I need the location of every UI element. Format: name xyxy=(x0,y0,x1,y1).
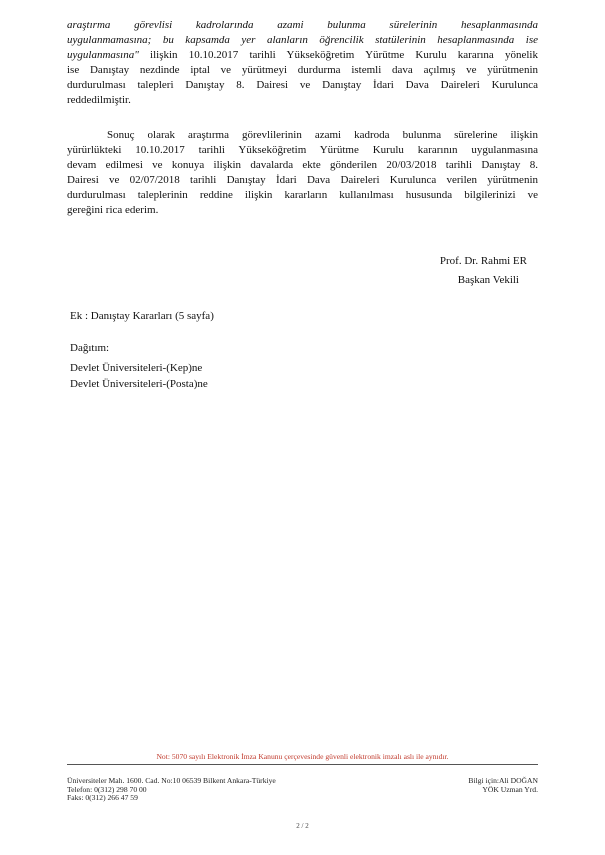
paragraph-line: ise Danıştay nezdinde iptal ve yürütmeyi durdurma istemli dava açılmış ve yürütmenin xyxy=(67,64,538,76)
footer-phone: Telefon: 0(312) 298 70 00 xyxy=(67,784,147,794)
paragraph-conclusion xyxy=(67,128,538,218)
paragraph-line: gereğini rica ederim. xyxy=(67,204,159,216)
e-signature-note: Not: 5070 sayılı Elektronik İmza Kanunu çerçevesinde güvenli elektronik imzalı aslı ile aynıdır. xyxy=(156,752,449,761)
paragraph-line: araştırma görevlisi kadrolarında azami bulunma sürelerinin hesaplanmasında xyxy=(67,19,538,31)
paragraph-line xyxy=(67,48,538,63)
distribution-item: Devlet Üniversiteleri-(Posta)ne xyxy=(70,378,208,390)
paragraph-line: uygulanmamasına; bu kapsamda yer alanların öğrencilik statülerinin hesaplanmasında ise xyxy=(67,34,538,46)
signatory-name: Prof. Dr. Rahmi ER xyxy=(439,255,527,267)
distribution-item: Devlet Üniversiteleri-(Kep)ne xyxy=(70,362,203,374)
page-number: 2 / 2 xyxy=(296,822,309,830)
paragraph-decision-summary xyxy=(67,18,538,108)
footer-contact: Bilgi için:Ali DOĞAN xyxy=(468,776,538,785)
paragraph-line: durdurulması taleplerinin reddine ilişkin kararların kullanılması hususunda bilgilerinizi ve xyxy=(67,189,538,201)
footer-address-block xyxy=(67,777,276,803)
paragraph-line: devam edilmesi ve konuya ilişkin davalarda ekte gönderilen 20/03/2018 tarihli Danıştay 8. xyxy=(67,159,538,171)
footer-contact-block xyxy=(468,777,538,794)
footer-fax: Faks: 0(312) 266 47 59 xyxy=(67,793,138,802)
paragraph-line-italic-part: uygulanmasına" xyxy=(67,49,139,61)
signatory-title: Başkan Vekili xyxy=(457,274,519,286)
paragraph-line: yürürlükteki 10.10.2017 tarihli Yükseköğretim Yürütme Kurulu kararının uygulanmasına xyxy=(67,144,538,156)
paragraph-line: reddedilmiştir. xyxy=(67,94,131,106)
distribution-heading: Dağıtım: xyxy=(70,342,110,354)
paragraph-line-regular-part: ilişkin 10.10.2017 tarihli Yükseköğretim Yürütme Kurulu kararına yönelik xyxy=(138,49,538,61)
paragraph-line: durdurulması talepleri Danıştay 8. Dairesi ve Danıştay İdari Dava Daireleri Kurulunca xyxy=(67,79,538,91)
paragraph-line: Sonuç olarak araştırma görevlilerinin azami kadroda bulunma sürelerine ilişkin xyxy=(107,129,538,141)
footer-address: Üniversiteler Mah. 1600. Cad. No:10 06539 Bilkent Ankara-Türkiye xyxy=(67,776,276,785)
footer-divider xyxy=(67,764,538,765)
footer-contact-title: YÖK Uzman Yrd. xyxy=(482,784,538,794)
paragraph-line: Dairesi ve 02/07/2018 tarihli Danıştay İdari Dava Daireleri Kurulunca verilen yürütmenin xyxy=(67,174,538,186)
attachment-line: Ek : Danıştay Kararları (5 sayfa) xyxy=(70,310,214,322)
signature-block xyxy=(440,254,527,288)
